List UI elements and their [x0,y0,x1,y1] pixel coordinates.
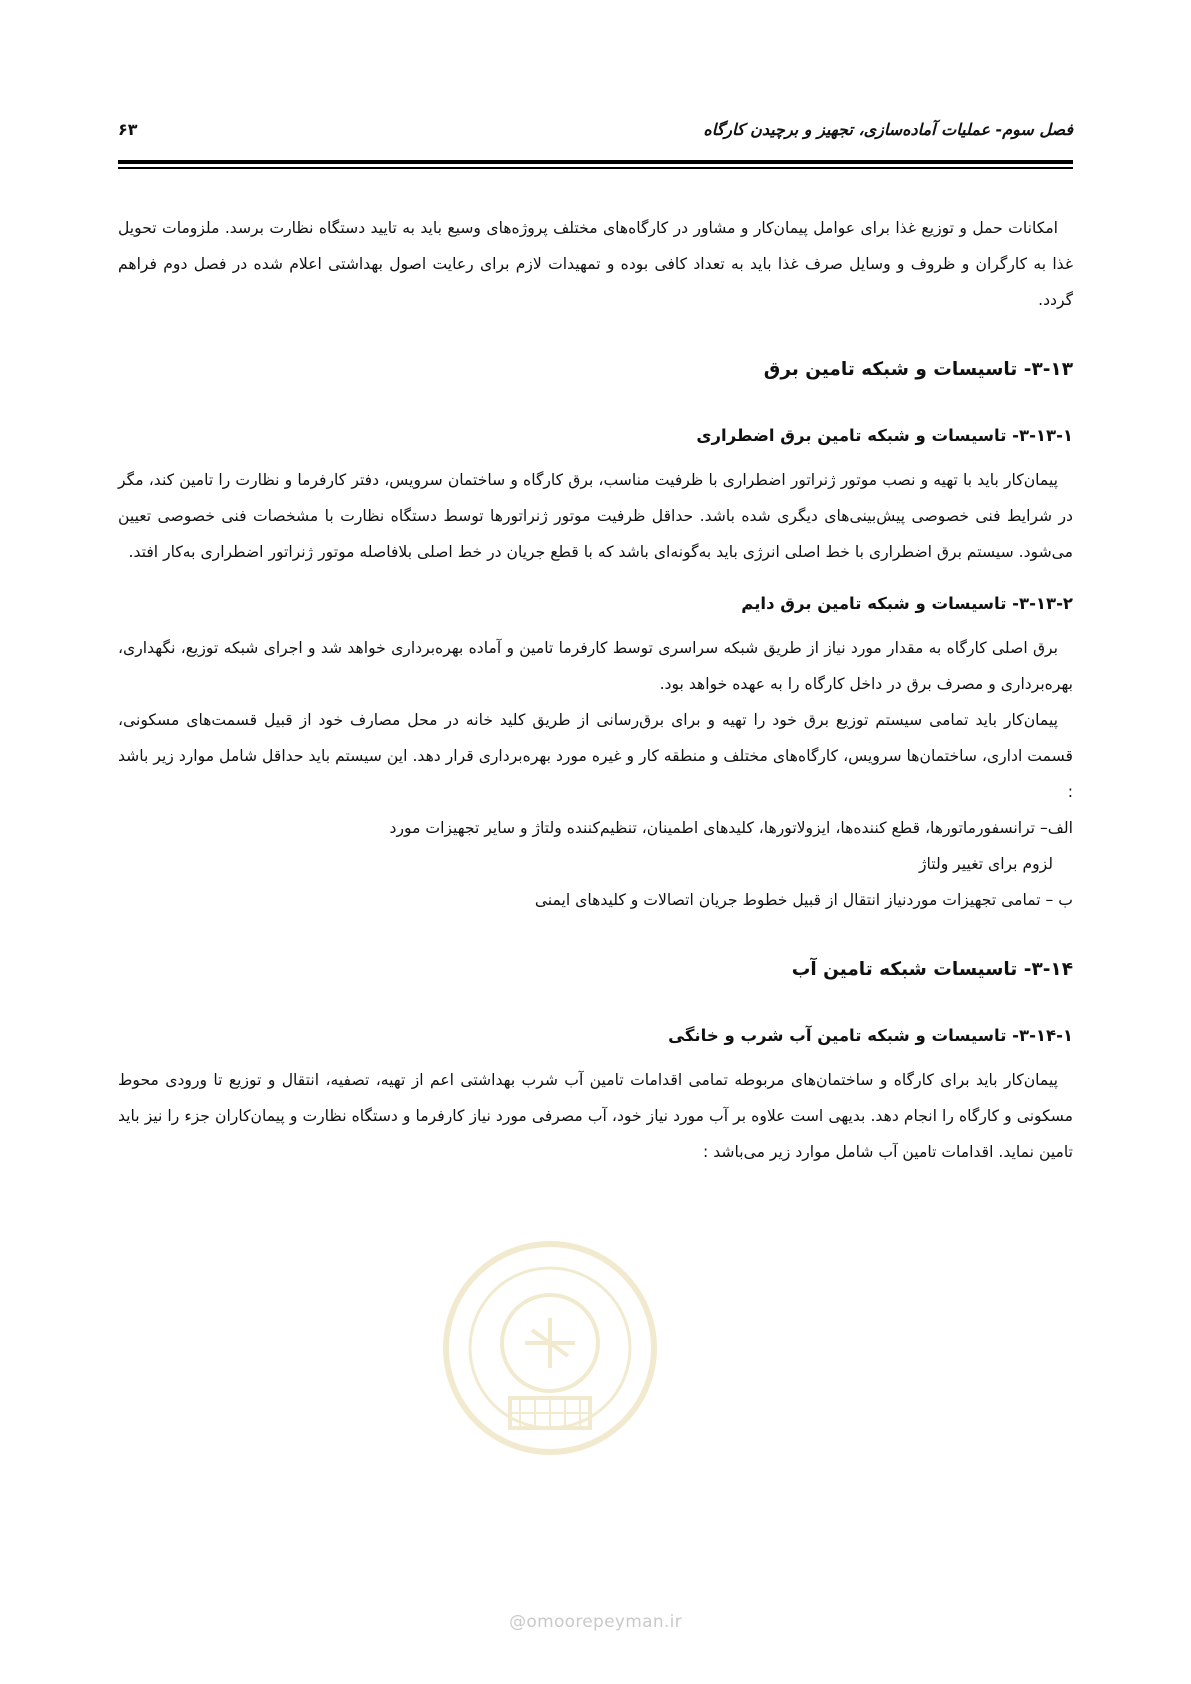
paragraph-drinking-water: پیمان‌کار باید برای کارگاه و ساختمان‌های مربوطه تمامی اقدامات تامین آب شرب بهداشتی اعم از تهیه، تصفیه، انتقال و توزیع تا ورودی محوط مسکونی و کارگاه را انجام دهد. بدیهی است علاوه بر آب مورد نیاز خود، آب مصرفی مورد نیاز کارفرما و دستگاه نظارت و پیمان‌کاران جزء را نیز باید تامین نماید. اقدامات تامین آب شامل موارد زیر می‌باشد : [118,1071,1073,1161]
section-heading-3-13: ۳-۱۳- تاسیسات و شبکه تامین برق [763,359,1073,380]
paragraph-permanent-power-2: پیمان‌کار باید تمامی سیستم توزیع برق خود را تهیه و برای برق‌رسانی از طریق کلید خانه در محل مصارف خود از قبیل قسمت‌های مسکونی، قسمت اداری، ساختمان‌ها سرویس، کارگاه‌های مختلف و منطقه کار و غیره مورد بهره‌برداری قرار دهد. این سیستم باید حداقل شامل موارد زیر باشد : [118,711,1073,801]
paragraph-emergency-power: پیمان‌کار باید با تهیه و نصب موتور ژنراتور اضطراری با ظرفیت مناسب، برق کارگاه و ساختمان سرویس، دفتر کارفرما و نظارت را تامین کند، مگر در شرایط فنی خصوصی پیش‌بینی‌های دیگری شده باشد. حداقل ظرفیت موتور ژنراتورها توسط دستگاه نظارت با مشخصات فنی خصوصی تعیین می‌شود. سیستم برق اضطراری با خط اصلی انرژی باید به‌گونه‌ای باشد که با قطع جریان در خط اصلی بلافاصله موتور ژنراتور اضطراری به‌کار افتد. [118,471,1073,561]
list-item-a [118,810,1073,882]
header-rule-thin [118,167,1073,169]
paragraph-permanent-power-1: برق اصلی کارگاه به مقدار مورد نیاز از طریق شبکه سراسری توسط کارفرما تامین و آماده بهره‌برداری خواهد شد و اجرای شبکه توزیع، نگهداری، بهره‌برداری و مصرف برق در داخل کارگاه را به عهده خواهد بود. [118,639,1073,693]
watermark-url: @omoorepeyman.ir [509,1612,682,1632]
subsection-heading-3-13-1: ۳-۱۳-۱- تاسیسات و شبکه تامین برق اضطراری [696,426,1073,445]
page-body [118,210,1073,1170]
section-heading-3-14: ۳-۱۴- تاسیسات شبکه تامین آب [791,959,1073,980]
intro-paragraph: امکانات حمل و توزیع غذا برای عوامل پیمان‌کار و مشاور در کارگاه‌های مختلف پروژه‌های وسیع باید به تایید دستگاه نظارت برسد. ملزومات تحویل غذا به کارگران و ظروف و وسایل صرف غذا باید به تعداد کافی بوده و تمهیدات لازم برای رعایت اصول بهداشتی اعلام شده در فصل دوم فراهم گردد. [118,219,1073,309]
subsection-heading-3-13-2: ۳-۱۳-۲- تاسیسات و شبکه تامین برق دایم [741,594,1073,613]
chapter-running-title: فصل سوم- عملیات آماده‌سازی، تجهیز و برچیدن کارگاه [703,120,1073,139]
page-number: ۶۳ [118,120,138,139]
watermark-seal-icon [440,1238,660,1458]
header-rule-thick [118,160,1073,164]
running-header [118,120,1073,160]
list-item-a-line1: الف– ترانسفورماتورها، قطع کننده‌ها، ایزولاتورها، کلیدهای اطمینان، تنظیم‌کننده ولتاژ و سایر تجهیزات مورد [389,819,1073,837]
list-item-a-line2: لزوم برای تغییر ولتاژ [918,855,1053,873]
subsection-heading-3-14-1: ۳-۱۴-۱- تاسیسات و شبکه تامین آب شرب و خانگی [668,1026,1073,1045]
list-item-b: ب – تمامی تجهیزات موردنیاز انتقال از قبیل خطوط جریان اتصالات و کلیدهای ایمنی [534,891,1073,909]
